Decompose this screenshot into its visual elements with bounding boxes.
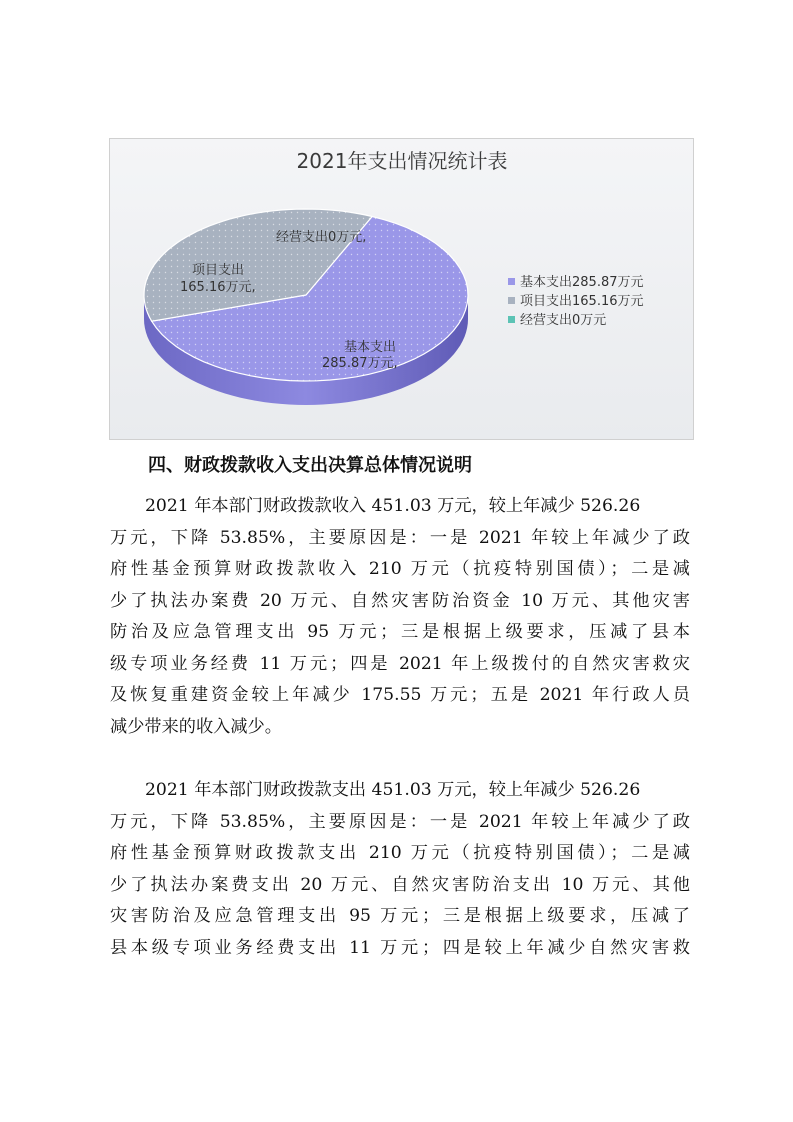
paragraph-line: 万元，下降 53.85%，主要原因是：一是 2021 年较上年减少了政 <box>110 527 690 548</box>
legend-swatch <box>508 278 515 285</box>
legend-swatch <box>508 297 515 304</box>
paragraph-line: 及恢复重建资金较上年减少 175.55 万元；五是 2021 年行政人员 <box>110 685 690 705</box>
paragraph-line: 2021 年本部门财政拨款收入 451.03 万元，较上年减少 526.26 <box>145 496 641 516</box>
legend-entry: 基本支出285.87万元 <box>520 275 644 290</box>
chart-title: 2021年支出情况统计表 <box>296 149 508 173</box>
slice-label-project-value: 165.16万元, <box>180 280 256 295</box>
legend-swatch <box>508 316 515 323</box>
legend-entry: 项目支出165.16万元 <box>520 294 644 309</box>
paragraph-line: 少了执法办案费支出 20 万元、自然灾害防治支出 10 万元、其他 <box>110 874 690 895</box>
paragraph-revenue <box>110 491 690 743</box>
paragraph-line: 少了执法办案费 20 万元、自然灾害防治资金 10 万元、其他灾害 <box>110 590 690 611</box>
chart-legend <box>508 274 644 328</box>
paragraph-expenditure <box>110 775 690 964</box>
section-heading: 四、财政拨款收入支出决算总体情况说明 <box>148 455 472 476</box>
slice-label-base-value: 285.87万元, <box>322 356 398 371</box>
paragraph-line: 减少带来的收入减少。 <box>110 716 282 737</box>
legend-entry: 经营支出0万元 <box>520 313 607 328</box>
expenditure-pie-chart <box>109 138 694 440</box>
paragraph-line: 万元，下降 53.85%，主要原因是：一是 2021 年较上年减少了政 <box>110 811 690 832</box>
slice-label-base-name: 基本支出 <box>344 340 397 355</box>
paragraph-line: 级专项业务经费 11 万元；四是 2021 年上级拨付的自然灾害救灾 <box>110 653 690 674</box>
paragraph-line: 灾害防治及应急管理支出 95 万元；三是根据上级要求，压减了 <box>110 906 690 926</box>
paragraph-line: 防治及应急管理支出 95 万元；三是根据上级要求，压减了县本 <box>110 622 690 642</box>
paragraph-line: 2021 年本部门财政拨款支出 451.03 万元，较上年减少 526.26 <box>145 780 641 800</box>
pie-chart-svg <box>110 139 695 441</box>
slice-label-project-name: 项目支出 <box>192 263 245 278</box>
paragraph-line: 府性基金预算财政拨款收入 210 万元（抗疫特别国债）；二是减 <box>110 559 690 579</box>
paragraph-line: 府性基金预算财政拨款支出 210 万元（抗疫特别国债）；二是减 <box>110 843 690 863</box>
slice-label-business: 经营支出0万元, <box>276 230 367 245</box>
paragraph-line: 县本级专项业务经费支出 11 万元；四是较上年减少自然灾害救 <box>110 937 690 958</box>
